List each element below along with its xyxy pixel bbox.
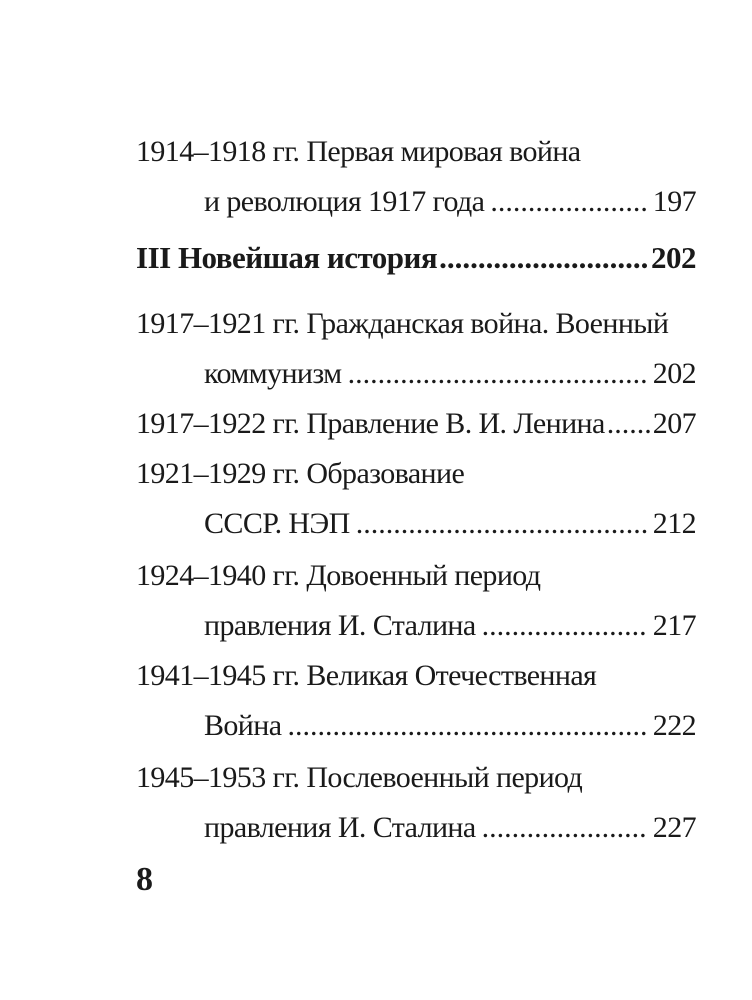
dot-leader (356, 502, 647, 546)
toc-entry-title: 1941–1945 гг. Великая Отечественная (136, 659, 597, 692)
toc-entry-title: 1917–1922 гг. Правление В. И. Ленина (136, 407, 605, 440)
section-title: III Новейшая история (136, 240, 438, 275)
toc-page-number: 227 (652, 811, 696, 844)
toc-entry-line (136, 654, 696, 698)
toc-entry-title: 1921–1929 гг. Образование (136, 457, 465, 490)
toc-entry-title: правления И. Сталина (204, 811, 476, 844)
toc-entry-title: коммунизм (204, 357, 342, 390)
toc-entry-line (136, 756, 696, 800)
toc-entry-line (204, 502, 696, 546)
toc-entry-line (204, 604, 696, 648)
dot-leader (482, 604, 647, 648)
toc-entry-title: 1945–1953 гг. Послевоенный период (136, 761, 583, 794)
toc-page-number: 212 (652, 507, 696, 540)
toc-page-number: 222 (652, 709, 696, 742)
toc-entry-title: 1914–1918 гг. Первая мировая война (136, 135, 581, 168)
toc-entry-line (204, 704, 696, 748)
toc-entry-line (136, 402, 696, 446)
toc-entry-line (204, 806, 696, 850)
toc-page-number: 197 (652, 185, 696, 218)
toc-page-number: 202 (651, 240, 696, 275)
toc-entry-line (136, 554, 696, 598)
dot-leader (490, 180, 646, 224)
toc-entry-line (136, 130, 696, 174)
toc-section-heading (136, 236, 696, 280)
dot-leader (482, 806, 647, 850)
toc-entry-line (204, 352, 696, 396)
toc-entry-title: правления И. Сталина (204, 609, 476, 642)
toc-entry-title: 1917–1921 гг. Гражданская война. Военный (136, 307, 669, 340)
dot-leader (439, 236, 649, 280)
toc-entry-line (136, 302, 696, 346)
dot-leader (287, 704, 646, 748)
toc-page-number: 202 (652, 357, 696, 390)
toc-entry-title: Война (204, 709, 282, 742)
toc-entry-title: и революция 1917 года (204, 185, 485, 218)
dot-leader (348, 352, 647, 396)
page-number: 8 (136, 861, 153, 898)
toc-entry-line (136, 452, 696, 496)
toc-page-number: 217 (652, 609, 696, 642)
toc-entry-line (204, 180, 696, 224)
toc-entry-title: 1924–1940 гг. Довоенный период (136, 559, 541, 592)
toc-page-number: 207 (652, 407, 696, 440)
dot-leader (607, 402, 651, 446)
toc-entry-title: СССР. НЭП (204, 507, 350, 540)
